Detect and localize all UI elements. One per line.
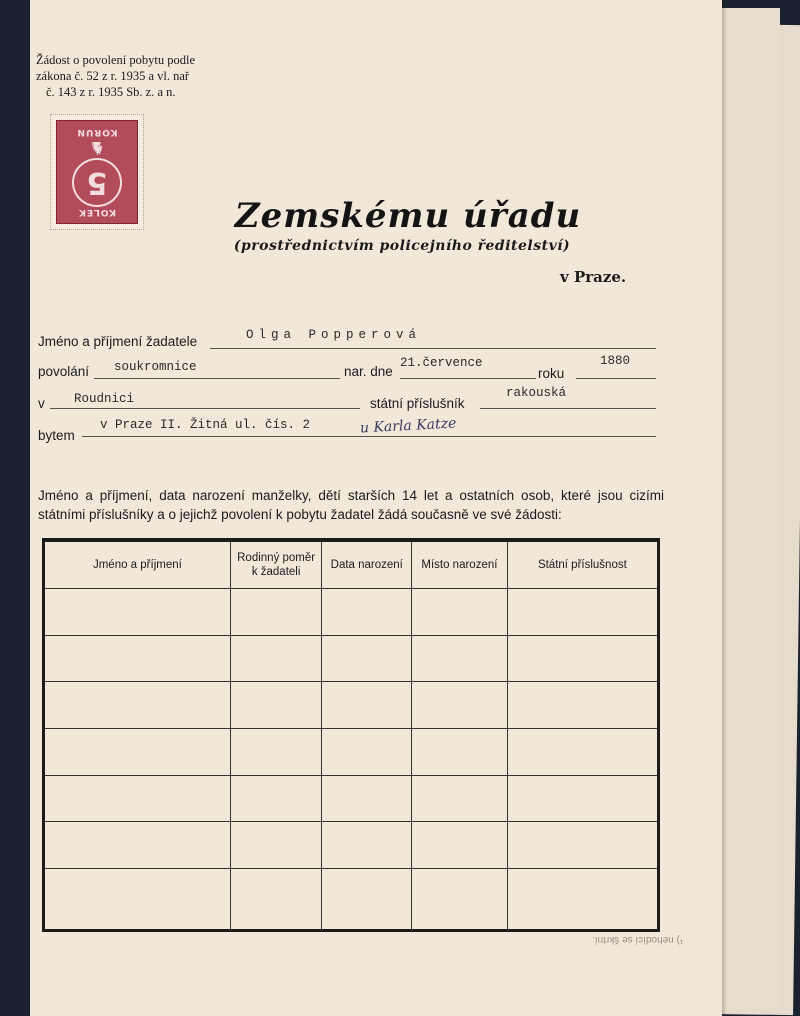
column-header: Místo narození — [412, 540, 508, 589]
document-subtitle: (prostřednictvím policejního ředitelství) — [233, 238, 571, 254]
table-cell[interactable] — [507, 682, 658, 729]
law-reference — [36, 52, 236, 100]
year-value: 1880 — [600, 354, 631, 368]
revenue-stamp — [50, 114, 144, 230]
table-cell[interactable] — [322, 868, 412, 930]
table-cell[interactable] — [44, 682, 231, 729]
table-cell[interactable] — [412, 589, 508, 636]
table-row — [44, 822, 659, 869]
persons-table — [42, 538, 660, 932]
table-cell[interactable] — [44, 775, 231, 822]
occupation-value: soukromnice — [114, 360, 197, 374]
table-cell[interactable] — [412, 682, 508, 729]
table-cell[interactable] — [322, 635, 412, 682]
name-line — [210, 348, 656, 349]
law-line: č. 143 z r. 1935 Sb. z. a n. — [46, 85, 176, 99]
document-title: Zemskému úřadu — [234, 196, 582, 236]
table-cell[interactable] — [44, 635, 231, 682]
table-cell[interactable] — [322, 775, 412, 822]
occupation-label: povolání — [38, 364, 90, 379]
footnote: ¹) nehodící se škrtní. — [592, 934, 684, 945]
table-cell[interactable] — [507, 589, 658, 636]
table-cell[interactable] — [44, 589, 231, 636]
table-cell[interactable] — [507, 635, 658, 682]
table-row — [44, 775, 659, 822]
name-value: Olga Popperová — [246, 328, 422, 342]
table-cell[interactable] — [412, 728, 508, 775]
table-cell[interactable] — [230, 682, 322, 729]
citizenship-label: státní příslušník — [370, 396, 465, 411]
table-cell[interactable] — [412, 868, 508, 930]
table-row — [44, 589, 659, 636]
lion-icon: ♞ — [88, 137, 106, 158]
law-line: zákona č. 52 z r. 1935 a vl. nař — [36, 69, 190, 83]
table-cell[interactable] — [44, 728, 231, 775]
column-header: Státní příslušnost — [507, 540, 658, 589]
table-cell[interactable] — [230, 775, 322, 822]
table-cell[interactable] — [230, 635, 322, 682]
column-header: Data narození — [322, 540, 412, 589]
table-cell[interactable] — [412, 635, 508, 682]
table-cell[interactable] — [412, 775, 508, 822]
table-cell[interactable] — [230, 868, 322, 930]
birth-label: nar. dne — [344, 364, 393, 379]
table-cell[interactable] — [322, 822, 412, 869]
name-label: Jméno a příjmení žadatele — [38, 334, 198, 349]
stamp-top-text: KOLEK — [77, 207, 117, 217]
residence-line — [82, 436, 656, 437]
table-row — [44, 728, 659, 775]
table-cell[interactable] — [507, 728, 658, 775]
table-cell[interactable] — [507, 822, 658, 869]
table-row — [44, 868, 659, 930]
place-line — [50, 408, 360, 409]
residence-value: v Praze II. Žitná ul. čís. 2 — [100, 418, 311, 432]
stamp-bottom-text: KORUN — [76, 127, 118, 137]
table-cell[interactable] — [322, 728, 412, 775]
table-cell[interactable] — [44, 868, 231, 930]
table-row — [44, 635, 659, 682]
city-label: v Praze. — [560, 268, 627, 286]
table-cell[interactable] — [230, 822, 322, 869]
place-value: Roudnici — [74, 392, 135, 406]
table-row — [44, 682, 659, 729]
instruction-paragraph: Jméno a příjmení, data narození manželky, dětí starších 14 let a ostatních osob, které jsou cizími státními příslušníky a o jejichž povolení k pobytu žadatel žádá současně ve své žádosti: — [38, 488, 664, 522]
column-header: Rodinný poměr k žadateli — [230, 540, 322, 589]
table-cell[interactable] — [230, 589, 322, 636]
table-cell[interactable] — [507, 868, 658, 930]
table-cell[interactable] — [507, 775, 658, 822]
table-cell[interactable] — [412, 822, 508, 869]
place-label: v — [38, 396, 45, 411]
year-line — [576, 378, 656, 379]
residence-handwritten-note: u Karla Katze — [359, 415, 457, 437]
birth-line — [400, 378, 536, 379]
law-line: Žádost o povolení pobytu podle — [36, 53, 196, 67]
table-cell[interactable] — [44, 822, 231, 869]
table-cell[interactable] — [230, 728, 322, 775]
citizenship-value: rakouská — [506, 386, 567, 400]
form-page — [30, 0, 722, 1016]
column-header: Jméno a příjmení — [44, 540, 231, 589]
table-cell[interactable] — [322, 682, 412, 729]
table-cell[interactable] — [322, 589, 412, 636]
year-label: roku — [538, 366, 565, 381]
occupation-line — [94, 378, 340, 379]
residence-label: bytem — [38, 428, 75, 443]
citizenship-line — [480, 408, 656, 409]
birth-value: 21.července — [400, 356, 483, 370]
stamp-value: 5 — [72, 158, 122, 207]
